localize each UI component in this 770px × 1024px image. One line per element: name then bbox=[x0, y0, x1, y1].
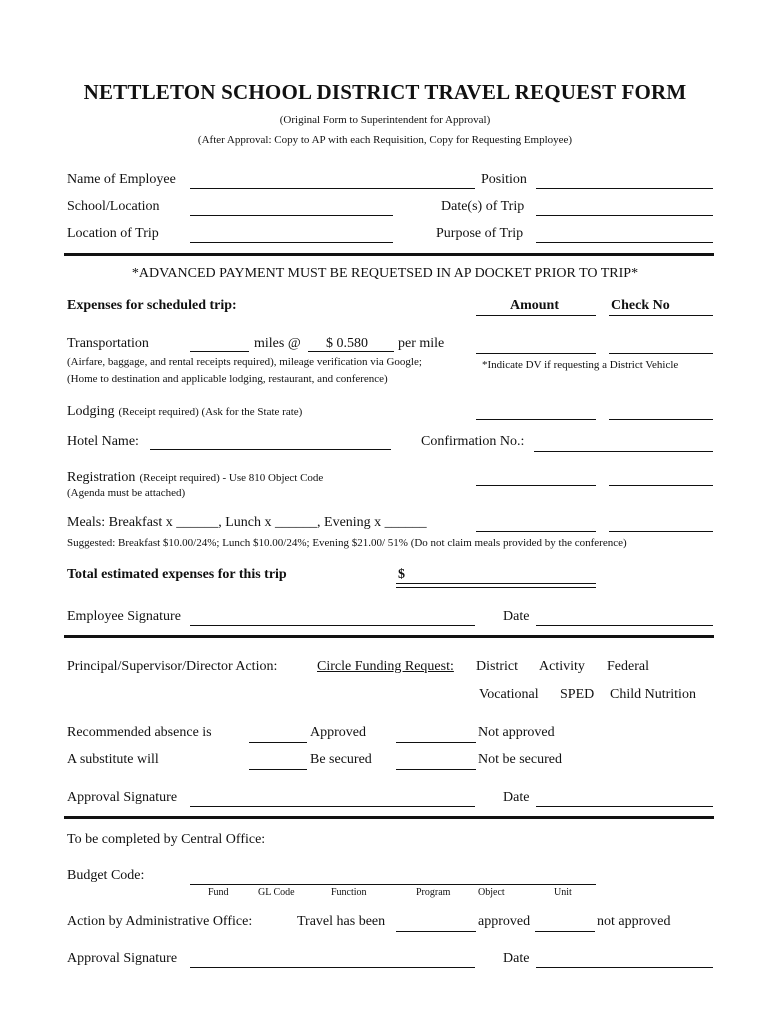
funding-option-sped[interactable]: SPED bbox=[560, 687, 595, 702]
transportation-check-field[interactable] bbox=[609, 353, 713, 354]
travel-approved-check-field[interactable] bbox=[396, 931, 476, 932]
substitute-label: A substitute will bbox=[67, 752, 159, 767]
check-no-header: Check No bbox=[611, 298, 670, 313]
travel-not-approved-label: not approved bbox=[597, 914, 671, 929]
location-of-trip-field[interactable] bbox=[190, 242, 393, 243]
lodging-note: (Receipt required) (Ask for the State rate) bbox=[118, 406, 303, 418]
registration-check-field[interactable] bbox=[609, 485, 713, 486]
form-title: NETTLETON SCHOOL DISTRICT TRAVEL REQUEST FORM bbox=[83, 80, 687, 104]
not-be-secured-check-field[interactable] bbox=[396, 769, 476, 770]
not-be-secured-label: Not be secured bbox=[478, 752, 562, 767]
expenses-heading: Expenses for scheduled trip: bbox=[67, 298, 237, 313]
approval-signature-field[interactable] bbox=[190, 806, 475, 807]
employee-signature-label: Employee Signature bbox=[67, 609, 181, 624]
recommended-absence-label: Recommended absence is bbox=[67, 725, 212, 740]
section-divider-3 bbox=[64, 816, 714, 819]
dates-of-trip-field[interactable] bbox=[536, 215, 713, 216]
budget-code-field[interactable] bbox=[190, 884, 596, 885]
transportation-amount-field[interactable] bbox=[476, 353, 596, 354]
form-subtitle-2: (After Approval: Copy to AP with each Requisition, Copy for Requesting Employee) bbox=[197, 134, 573, 146]
travel-has-been-label: Travel has been bbox=[297, 914, 386, 929]
section-divider-2 bbox=[64, 635, 714, 638]
registration-label: Registration bbox=[67, 470, 136, 485]
approval-date-field[interactable] bbox=[536, 806, 713, 807]
amount-header: Amount bbox=[510, 298, 560, 313]
agenda-note: (Agenda must be attached) bbox=[67, 487, 186, 499]
approval-signature-label: Approval Signature bbox=[67, 790, 178, 805]
name-of-employee-label: Name of Employee bbox=[67, 172, 176, 187]
dates-of-trip-label: Date(s) of Trip bbox=[441, 199, 525, 214]
miles-at-label: miles @ bbox=[254, 336, 301, 351]
final-approval-date-label: Date bbox=[503, 951, 530, 966]
position-label: Position bbox=[481, 172, 527, 187]
not-approved-check-field[interactable] bbox=[396, 742, 476, 743]
total-double-underline bbox=[396, 587, 596, 588]
funding-option-federal[interactable]: Federal bbox=[607, 659, 649, 674]
total-estimated-label: Total estimated expenses for this trip bbox=[67, 567, 287, 582]
advance-payment-notice: *ADVANCED PAYMENT MUST BE REQUETSED IN AP DOCKET PRIOR TO TRIP* bbox=[131, 266, 639, 281]
meals-label: Meals: Breakfast x ______, Lunch x ______, Evening x ______ bbox=[67, 515, 427, 530]
confirmation-number-label: Confirmation No.: bbox=[421, 434, 525, 449]
budget-code-label: Budget Code: bbox=[67, 868, 145, 883]
miles-field[interactable] bbox=[190, 351, 249, 352]
total-amount-field[interactable] bbox=[396, 583, 596, 584]
check-no-header-underline bbox=[609, 315, 713, 316]
approved-check-field[interactable] bbox=[249, 742, 307, 743]
registration-amount-field[interactable] bbox=[476, 485, 596, 486]
employee-date-field[interactable] bbox=[536, 625, 713, 626]
meals-amount-field[interactable] bbox=[476, 531, 596, 532]
employee-date-label: Date bbox=[503, 609, 530, 624]
be-secured-label: Be secured bbox=[310, 752, 372, 767]
name-of-employee-field[interactable] bbox=[190, 188, 475, 189]
admin-action-label: Action by Administrative Office: bbox=[67, 914, 253, 929]
budget-part-function: Function bbox=[331, 887, 367, 898]
amount-header-underline bbox=[476, 315, 596, 316]
budget-part-object: Object bbox=[478, 887, 505, 898]
school-location-label: School/Location bbox=[67, 199, 160, 214]
not-approved-label: Not approved bbox=[478, 725, 555, 740]
budget-part-fund: Fund bbox=[208, 887, 229, 898]
travel-not-approved-check-field[interactable] bbox=[535, 931, 595, 932]
purpose-of-trip-label: Purpose of Trip bbox=[436, 226, 524, 241]
district-vehicle-note: *Indicate DV if requesting a District Vehicle bbox=[482, 359, 679, 371]
section-divider bbox=[64, 253, 714, 256]
employee-signature-field[interactable] bbox=[190, 625, 475, 626]
hotel-name-field[interactable] bbox=[150, 449, 391, 450]
funding-option-district[interactable]: District bbox=[476, 659, 518, 674]
budget-part-program: Program bbox=[416, 887, 451, 898]
registration-note: (Receipt required) - Use 810 Object Code bbox=[139, 472, 324, 484]
final-approval-signature-label: Approval Signature bbox=[67, 951, 178, 966]
funding-option-activity[interactable]: Activity bbox=[539, 659, 585, 674]
be-secured-check-field[interactable] bbox=[249, 769, 307, 770]
transportation-note-2: (Home to destination and applicable lodging, restaurant, and conference) bbox=[67, 373, 388, 385]
mileage-rate-underline bbox=[308, 351, 394, 352]
final-approval-date-field[interactable] bbox=[536, 967, 713, 968]
lodging-check-field[interactable] bbox=[609, 419, 713, 420]
confirmation-number-field[interactable] bbox=[534, 451, 713, 452]
school-location-field[interactable] bbox=[190, 215, 393, 216]
transportation-label: Transportation bbox=[67, 336, 149, 351]
lodging-label: Lodging bbox=[67, 404, 115, 419]
lodging-amount-field[interactable] bbox=[476, 419, 596, 420]
funding-option-vocational[interactable]: Vocational bbox=[479, 687, 539, 702]
meals-check-field[interactable] bbox=[609, 531, 713, 532]
mileage-rate-value: $ 0.580 bbox=[326, 336, 368, 351]
per-mile-label: per mile bbox=[398, 336, 445, 351]
meals-suggested-rates: Suggested: Breakfast $10.00/24%; Lunch $10.00/24%; Evening $21.00/ 51% (Do not claim meals provided by the conference) bbox=[67, 537, 627, 549]
location-of-trip-label: Location of Trip bbox=[67, 226, 159, 241]
registration-row bbox=[67, 468, 323, 486]
lodging-row bbox=[67, 402, 302, 420]
travel-approved-label: approved bbox=[478, 914, 531, 929]
total-dollar-sign: $ bbox=[398, 567, 405, 582]
final-approval-signature-field[interactable] bbox=[190, 967, 475, 968]
position-field[interactable] bbox=[536, 188, 713, 189]
funding-option-child-nutrition[interactable]: Child Nutrition bbox=[610, 687, 696, 702]
hotel-name-label: Hotel Name: bbox=[67, 434, 139, 449]
transportation-note-1: (Airfare, baggage, and rental receipts required), mileage verification via Google; bbox=[67, 356, 422, 368]
principal-action-label: Principal/Supervisor/Director Action: bbox=[67, 659, 278, 674]
circle-funding-label: Circle Funding Request: bbox=[317, 659, 454, 674]
purpose-of-trip-field[interactable] bbox=[536, 242, 713, 243]
form-subtitle-1: (Original Form to Superintendent for Approval) bbox=[279, 114, 491, 126]
budget-part-unit: Unit bbox=[554, 887, 572, 898]
approved-label: Approved bbox=[310, 725, 366, 740]
central-office-heading: To be completed by Central Office: bbox=[67, 832, 266, 847]
budget-part-gl-code: GL Code bbox=[258, 887, 295, 898]
approval-date-label: Date bbox=[503, 790, 530, 805]
